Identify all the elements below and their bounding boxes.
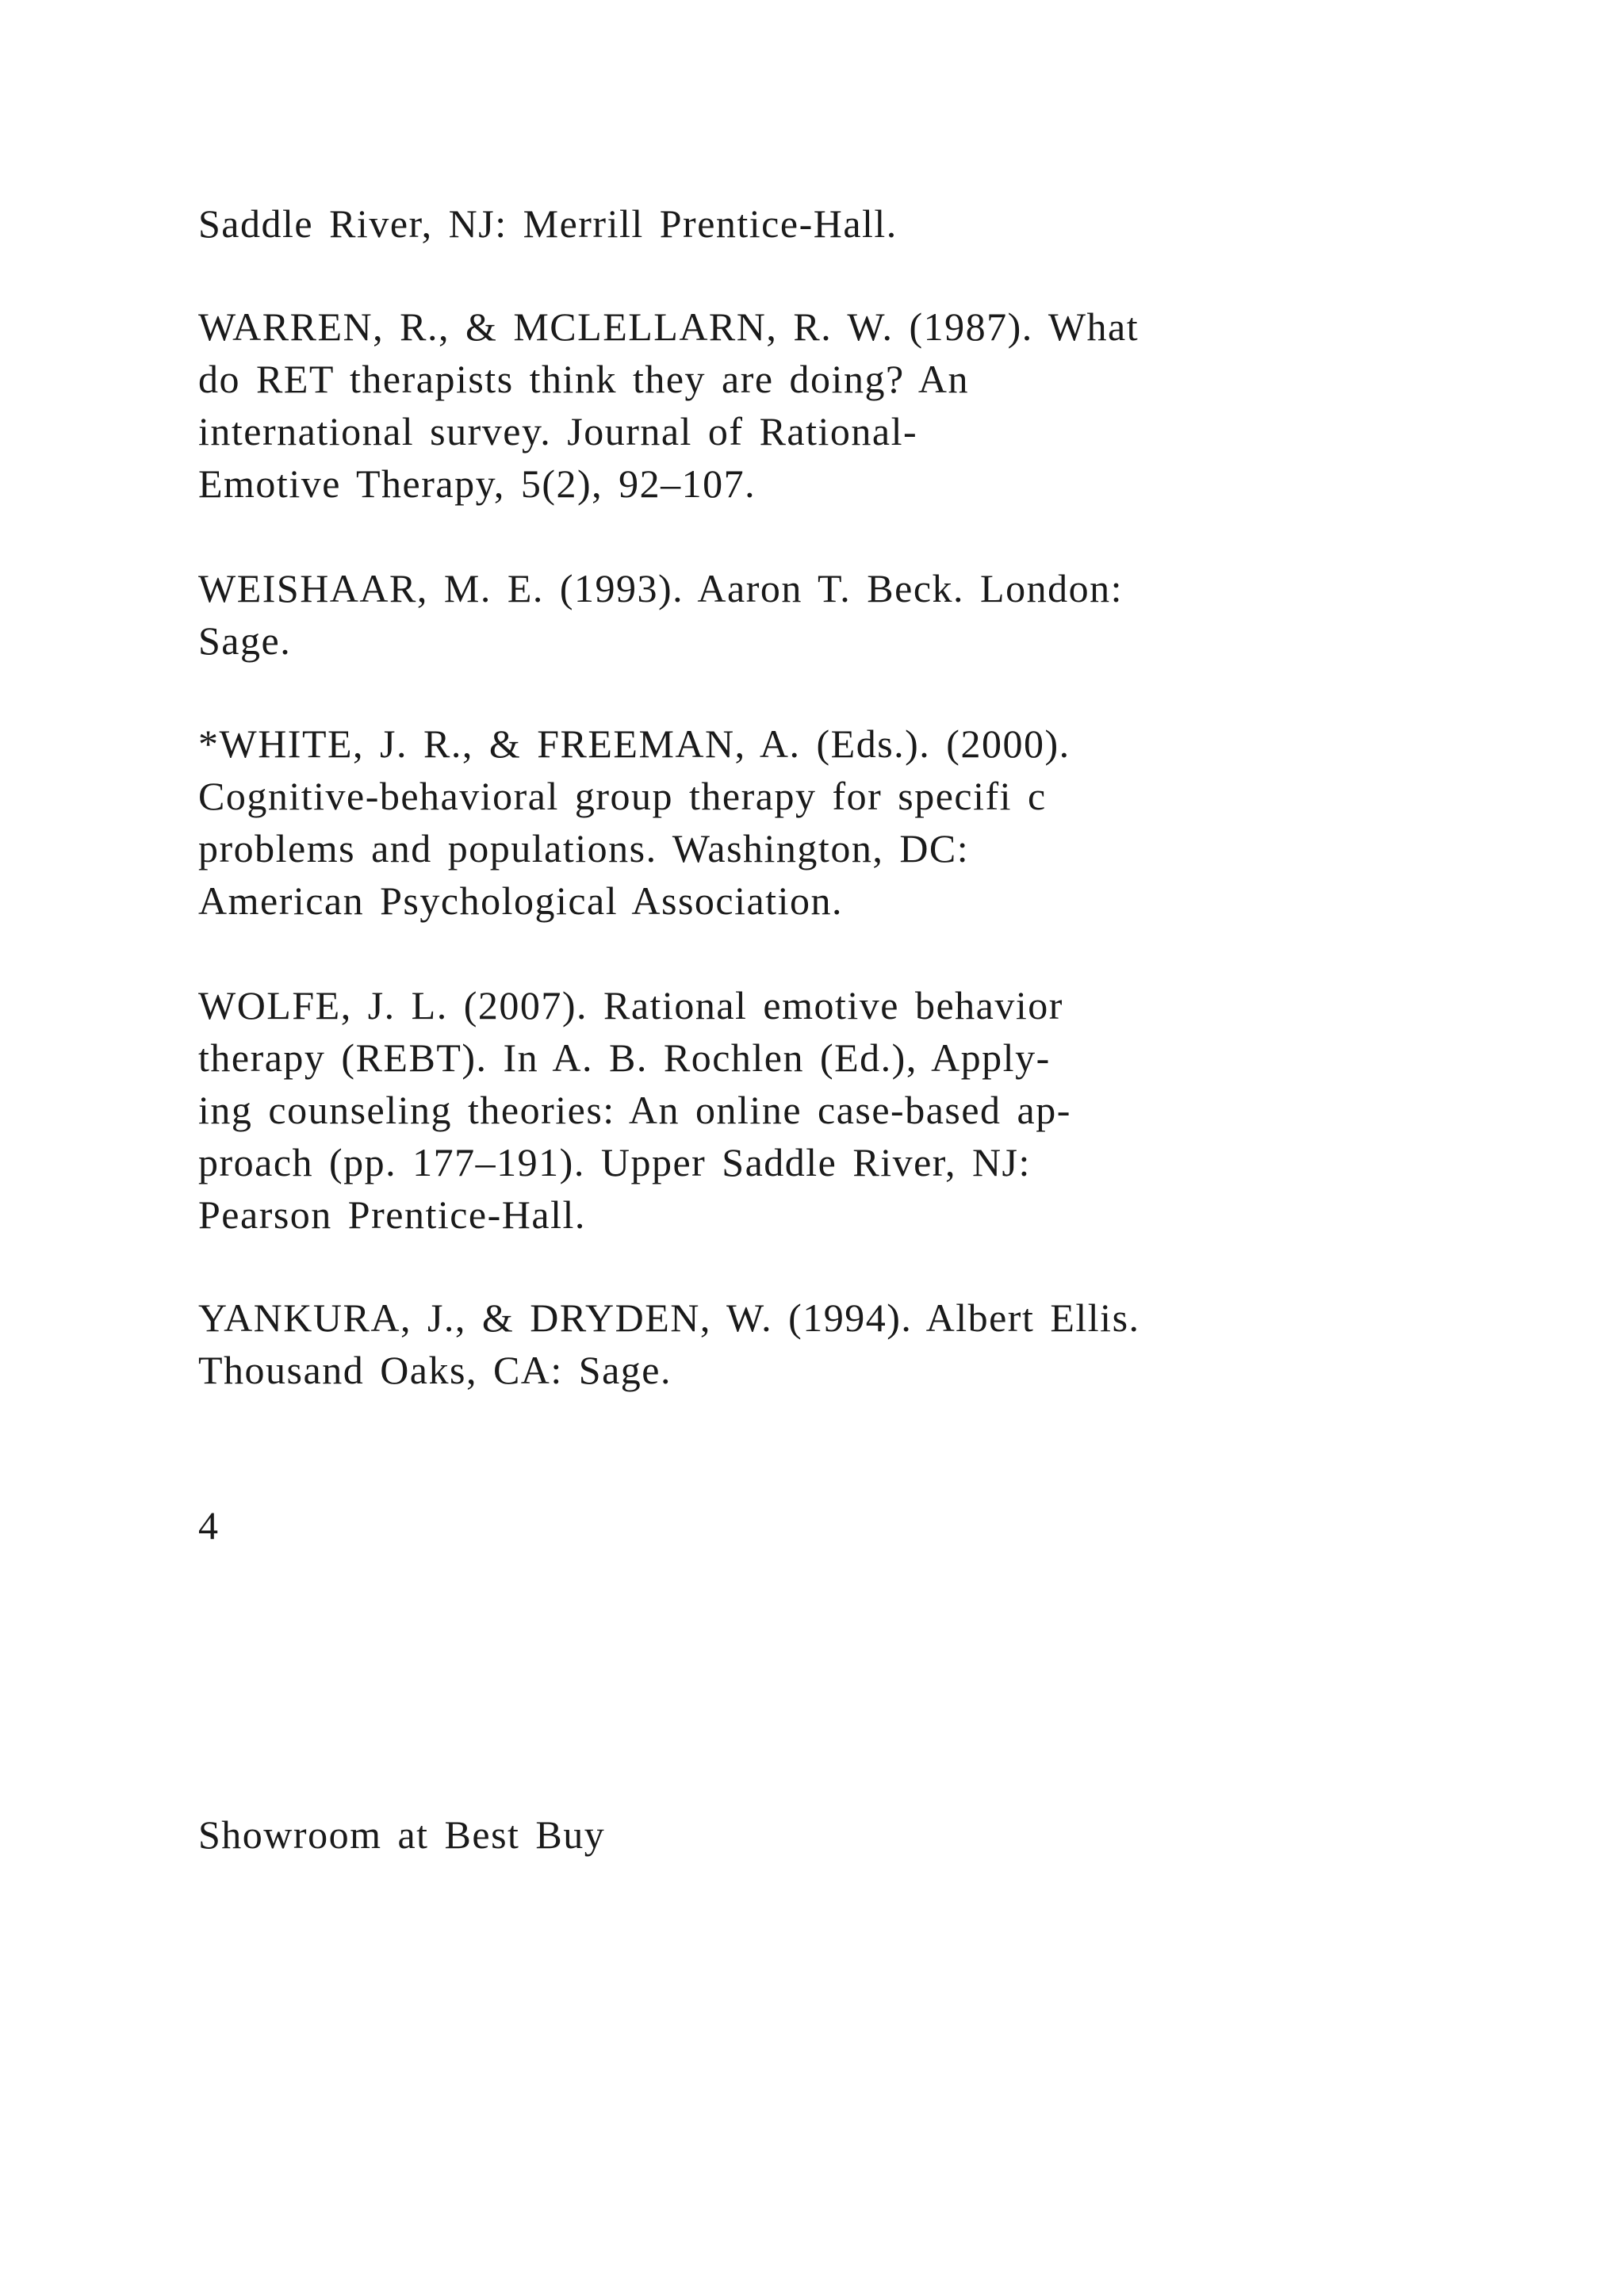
reference-line: YANKURA, J., & DRYDEN, W. (1994). Albert Ellis. bbox=[198, 1295, 1140, 1340]
reference-line: problems and populations. Washington, DC: bbox=[198, 826, 970, 871]
reference-line: therapy (REBT). In A. B. Rochlen (Ed.), Apply- bbox=[198, 1035, 1051, 1080]
reference-line: Cognitive-behavioral group therapy for specifi c bbox=[198, 774, 1047, 818]
reference-line: do RET therapists think they are doing? An bbox=[198, 357, 969, 401]
reference-line: Emotive Therapy, 5(2), 92–107. bbox=[198, 461, 756, 506]
reference-line: WARREN, R., & MCLELLARN, R. W. (1987). What bbox=[198, 304, 1139, 349]
reference-line: ing counseling theories: An online case-based ap- bbox=[198, 1088, 1071, 1132]
reference-line: proach (pp. 177–191). Upper Saddle River, NJ: bbox=[198, 1140, 1031, 1184]
reference-line: Sage. bbox=[198, 618, 292, 663]
reference-line: international survey. Journal of Rational- bbox=[198, 409, 918, 453]
reference-line: Pearson Prentice-Hall. bbox=[198, 1192, 586, 1237]
page-number: 4 bbox=[198, 1503, 220, 1548]
reference-line: WEISHAAR, M. E. (1993). Aaron T. Beck. London: bbox=[198, 566, 1123, 610]
reference-continuation-line: Saddle River, NJ: Merrill Prentice-Hall. bbox=[198, 201, 898, 246]
reference-line: Thousand Oaks, CA: Sage. bbox=[198, 1348, 672, 1392]
reference-line: *WHITE, J. R., & FREEMAN, A. (Eds.). (2000). bbox=[198, 721, 1071, 766]
reference-line: American Psychological Association. bbox=[198, 878, 843, 923]
footer-heading: Showroom at Best Buy bbox=[198, 1812, 606, 1857]
reference-line: WOLFE, J. L. (2007). Rational emotive behavior bbox=[198, 983, 1063, 1027]
